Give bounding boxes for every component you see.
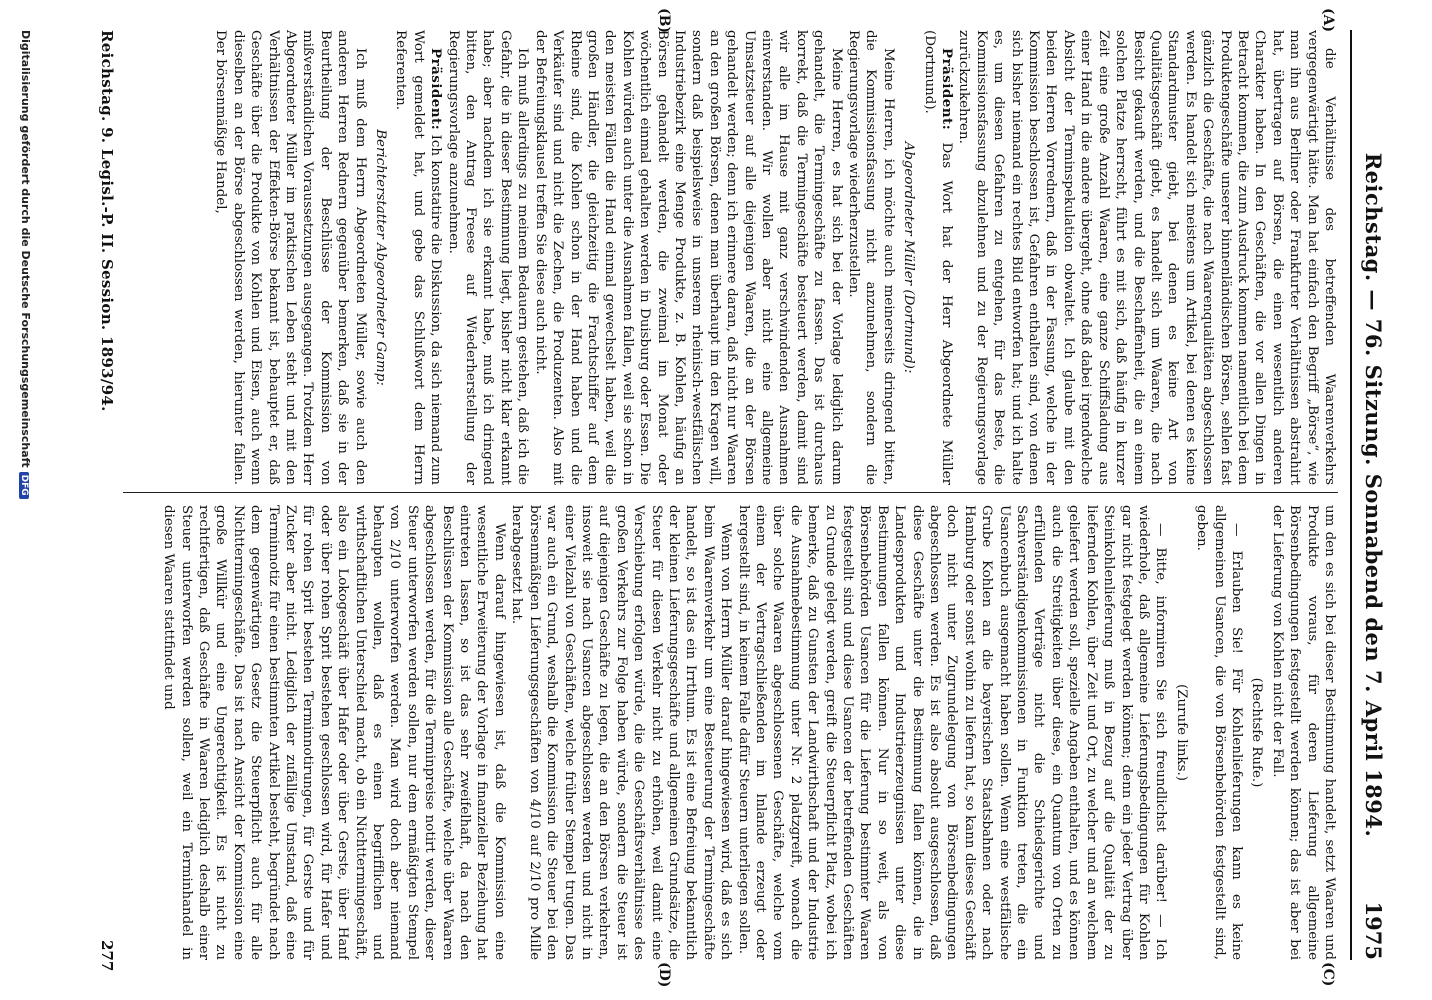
right-paragraph: Wenn darauf hingewiesen ist, daß die Kommission eine wesentliche Erweiterung der Vorlage in finanzieller Beziehung hat eintreten lassen, so ist das sehr zweifelhaft, da nach den Beschlüssen der Kommission alle Geschäfte, welche über Waaren abgeschlossen werden, für die Terminpreise notirt werden, dieser Steuer unterworfen werden sollen, nur dem ermäßigten Stempel von 2/10 unterworfen werden. Man wird doch aber niemand behaupten wollen, daß es einen begrifflichen und wirthschaftlichen Unterschied macht, ob ein Nichttermingeschäft, also ein Lokogeschäft über Hafer oder über Gerste, über Hanf oder über rohen Sprit bestehen geschlossen wird, für Hafer und für rohen Sprit bestehen Terminnotirungen, für Gerste und für Zucker aber nicht. Lediglich der zufällige Umstand, daß eine Terminnotiz für einen bestimmten Artikel besteht, begründet nach dem gegenwärtigen Gesetz die Steuerpflicht auch für alle Nichttermingeschäfte. Das ist nach Ansicht der Kommission eine große Willkür und eine Ungerechtigkeit. Es ist nicht zu rechtfertigen, daß Geschäfte in Waaren lediglich deshalb einer Steuer unterworfen werden sollen, weil ein Terminhandel in diesen Waaren stattfindet und [161,505,507,960]
margin-marker-a: (A) [1320,8,1336,33]
speech-text: Das Wort hat der Herr Abgeordnete Müller (Dortmund). [921,30,955,485]
page-title: Reichstag. — 76. Sitzung. Sonnabend den 7. April 1894. [1361,152,1386,838]
left-paragraph: Ich muß allerdings zu meinem Bedauern gestehen, daß ich die Gefahr, die in dieser Bestimmung liegt, bisher nicht klar erkannt habe; aber nachdem ich sie erkannt habe, muß ich dringend bitten, den Antrag Freese auf Wiederherstellung der Regierungsvorlage anzunehmen. [445,30,531,485]
left-paragraph: Meine Herren, es hat sich bei der Vorlage lediglich darum gehandelt, die Termingeschäfte zu fassen. Das ist durchaus korrekt, daß die Termingeschäfte besteuert werden, damit sind wir alle im Hause mit ganz verschwindenden Ausnahmen einverstanden. Wir wollen aber nicht eine allgemeine Umsatzsteuer auf alle diejenigen Waaren, die an der Börsen gehandelt werden; denn ich erinnere daran, daß nicht nur Waaren an den großen Börsen, denen man überhaupt im den Kragen will, sondern daß beispielsweise in unserem rheinisch-westfälischen Industriebezirk eine Menge Produkte, z. B. Kohlen, häufig an Börsen gehandelt werden, die zweimal im Monat oder wöchentlich einmal gehalten werden in Duisburg oder Essen. Die Kohlen würden auch unter die Ausnahmen fallen, weil sie schon in den meisten Fällen die Hand einmal gewechselt haben, weil die großen Händler, die gleichzeitig die Frachtschiffer auf dem Rheine sind, die Kohlen schon in der Hand haben und die Verkäufer sind und nicht die Zechen, die Produzenten. Also mit der Befreiungsklausel treffen Sie diese auch nicht. [532,30,844,485]
left-paragraph: die Verhältnisse des betreffenden Waarenverkehrs vergegenwärtigt hätte. Man hat einfach den Begriff „Börse“, wie man ihn aus Berliner oder Frankfurter Verhältnissen abstrahirt hat, übertragen auf Börsen, die einen wesentlich anderen Charakter haben. In den Geschäften, die vor allen Dingen in Betracht kommen, die zum Ausdruck kommen namentlich bei dem Produktengeschäfte unserer binnenländischen Börsen, sehlen fast gänzlich die Geschäfte, die nach Waarenqualitäten abgeschlossen werden. Es handelt sich meistens um Artikel, bei denen es keine Standardmuster giebt, bei denen es keine Art von Qualitätsgeschäft giebt, es handelt sich um Waaren, die nach Besicht gekauft werden, und die Beschaffenheit, die an einem solchen Platze herrscht, führt es mit sich, daß häufig in kurzer Zeit eine große Anzahl Waaren, eine ganze Schiffsladung aus einer Hand in die andere übergeht, ohne daß dabei irgendwelche Absicht der Terminspekulation obwaltet. Ich glaube mit den beiden Herren Vorrednern, daß in der Fassung, welche in der Kommission beschlossen ist, Gefahren enthalten sind, von denen sich bisher niemand ein rechtes Bild entworfen hat; und ich halte es, um diesen Gefahren zu entgehen, für das Beste, die Kommissionsfassung abzulehnen und zu der Regierungsvorlage zurückzukehren. [956,30,1337,485]
interjection: (Rechtsfe Rufe.) [1249,677,1265,788]
right-paragraph: Wenn von Herrn Müller darauf hingewiesen wird, daß es sich beim Waarenverkehr um eine Besteuerung der Termingeschäfte handelt, so ist das ein Irrthum. Es ist eine Befreiung bekanntlich der kleinen Lieferungsgeschäfte und allgemeinen Grundsätze, die Steuer für diesen Verkehr nicht zu erhöhen, weil damit eine Verschiebung erfolgen würde, die die Geschäftsverhältnisse des großen Verkehrs zur Folge haben würde, sondern die Steuer ist auf diejenigen Geschäfte zu legen, die an den Börsen verkehren, insoweit sie nach Usancen abgeschlossen werden und nicht in einer Vielzahl von Geschäften, welche früher Stempel trugen. Das war auch ein Grund, weshalb die Kommission die Steuer bei den börsenmäßigen Lieferungsgeschäften von 4/10 auf 2/10 pro Mille herabgesetzt hat. [509,505,734,960]
digitization-text: Digitalisierung gefördert durch die Deutsche Forschungsgemeinschaft [19,30,32,468]
digitization-note [19,30,32,970]
footer-session: Reichstag. 9. Legisl.-P. II. Session. 1893/94. [98,30,116,412]
right-paragraph: — Erlauben Sie! Für Kohlenlieferungen kann es keine allgemeinen Usancen, die von Börsenbehörden festgestellt sind, geben. [1194,505,1244,960]
margin-marker-d: (D) [656,962,672,988]
speech-text: Ich konstatire die Diskussion, da sich niemand zum Wort gemeldet hat, und gebe das Schlußwort dem Herrn Referenten. [393,30,444,485]
right-paragraph: um den es sich bei dieser Bestimmung handelt, setzt Waaren und Produkte voraus, für deren Lieferung allgemeine Börsenbedingungen festgestellt werden können; das ist aber bei der Lieferung von Kohlen nicht der Fall. [1269,505,1337,960]
left-paragraph [920,30,955,485]
dfg-logo: DFG [19,472,29,499]
page-number: 1975 [1361,901,1386,960]
left-paragraph: Meine Herren, ich möchte auch meinerseits dringend bitten, die Kommissionsfassung nicht anzunehmen, sondern die Regierungsvorlage wiederherzustellen. [846,30,896,485]
speaker-label: Präsident: [939,48,956,131]
speaker-label: Präsident: [428,48,445,131]
footer-sheet-number: 277 [98,940,116,972]
left-paragraph: Ich muß dem Herrn Abgeordneten Müller, sowie auch den anderen Herren Rednern gegenüber bemerken, daß sie in der Beurtheilung der Beschlüsse der Kommission von mißverständlichen Voraussetzungen ausgegangen. Trotzdem Herr Abgeordneter Müller im praktischen Leben steht und mit den Verhältnissen der Effekten-Börse bekannt ist, behauptet er, daß Geschäfte über die Produkte von Kohlen und Eisen, auch wenn dieselben an der Börse abgeschlossen werden, hierunter fallen. Der börsenmäßige Handel, [213,30,368,485]
margin-marker-b: (B) [656,8,672,34]
speaker-heading: Abgeordneter Müller (Dortmund): [901,141,917,374]
right-paragraph: — Bitte, informiren Sie sich freundlichst darüber! — Ich wiederhole, daß allgemeine Lieferungsbedingungen für Kohlen gar nicht festgelegt werden können; denn ein jeder Vertrag über Steinkohlenlieferung muß in Bezug auf die Qualität der zu liefernden Kohlen, über Zeit und Ort, zu welcher und an welchem geliefert werden soll, spezielle Angaben enthalten, und es können auch die Streitigkeiten über diese, ein Quantum von Orten zu erfüllenden Verträge nicht die Schiedsgerichte und Sachverständigenkommissionen in Funktion treten, die ein Usancenbuch ausgemacht haben sollen. Wenn eine westfälische Grube Kohlen an die bayerischen Staatsbahnen oder nach Hamburg oder sonst wohin zu liefern hat, so kann dieses Geschäft doch nicht unter Zugrundelegung von Börsenbedingungen abgeschlossen werden. Es ist also absolut ausgeschlossen, daß diese Geschäfte unter die Bestimmung fallen können, die in Landesprodukten und Industrieerzeugnissen unter diese Bestimmungen fallen können. Nur in so weit, als von Börsenbehörden Usancen für die Lieferung bestimmter Waaren festgestellt sind und diese Usancen der betreffenden Geschäften zu Grunde gelegt werden, greift die Steuerpflicht Platz, wobei ich bemerke, daß zu Gunsten der Landwirthschaft und der Industrie die Ausnahmebestimmung unter Nr. 2 platzgreift, wonach die über solche Waaren abgeschlossenen Geschäfte, welche vom einem der Vertragschließenden im Inlande erzeugt oder hergestellt sind, in keinem Falle dafür Steuern unterliegen sollen. [735,505,1169,960]
left-column [108,30,1338,485]
margin-marker-c: (C) [1320,962,1336,987]
interjection: (Zurufe links.) [1173,684,1189,781]
column-divider [123,492,1338,493]
speaker-heading: Berichterstatter Abgeordneter Gamp: [373,129,389,386]
left-paragraph [392,30,444,485]
right-column [108,505,1338,960]
page-header [1350,30,1392,960]
